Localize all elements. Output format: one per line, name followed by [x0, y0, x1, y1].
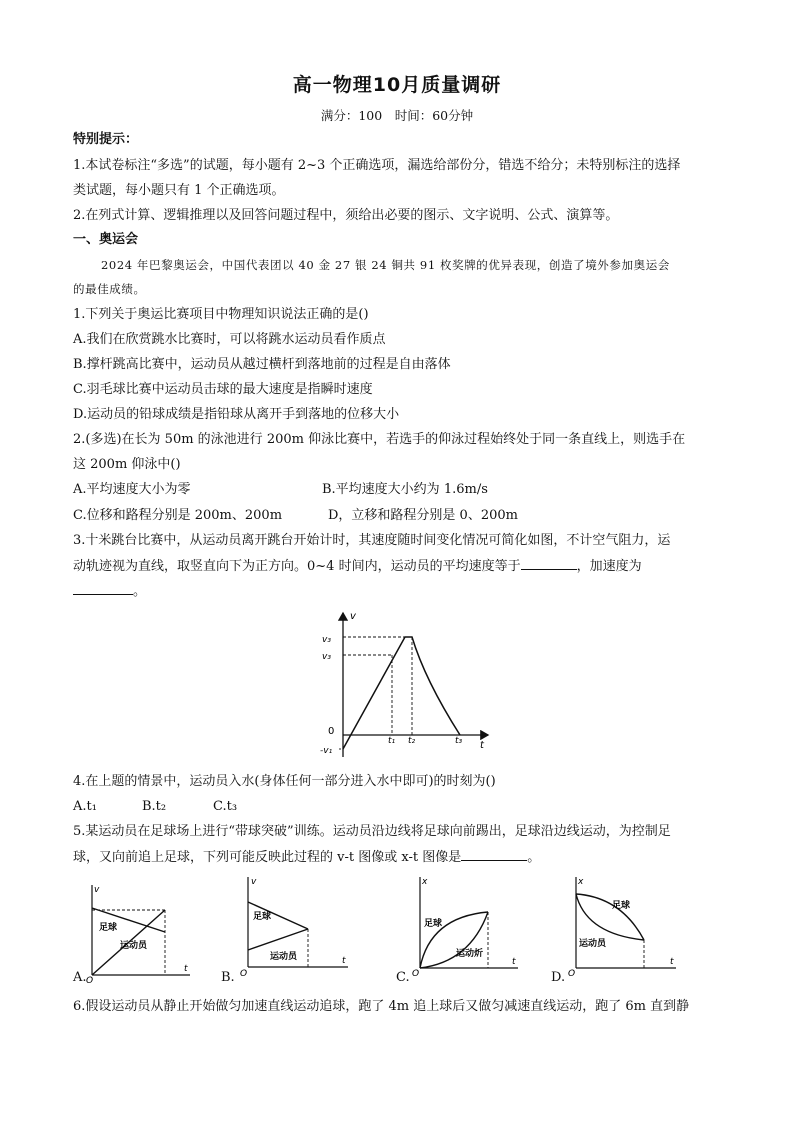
ball-label: 足球 — [424, 919, 443, 929]
q1-option-c: C.羽毛球比赛中运动员击球的最大速度是指瞬时速度 — [73, 382, 373, 397]
v-axis-label: v — [94, 885, 100, 895]
origin-label: O — [240, 969, 248, 979]
page-title: 高一物理10月质量调研 — [292, 74, 502, 96]
q3-stem-2-text-b: ，加速度为 — [576, 559, 642, 574]
x-axis-label: x — [422, 877, 428, 887]
v3-label: v₃ — [322, 635, 331, 645]
q4-option-b: B.t₂ — [142, 799, 167, 814]
q3-stem-1: 3.十米跳台比赛中，从运动员离开跳台开始计时，其速度随时间变化情况可简化如图，不计空气阻力，运 — [73, 533, 671, 548]
t-axis-label: t — [670, 957, 674, 967]
q4-option-c: C.t₃ — [213, 799, 238, 814]
q6-stem-1: 6.假设运动员从静止开始做匀加速直线运动追球，跑了 4m 追上球后又做匀减速直线运动，跑了 6m 直到静 — [73, 999, 690, 1014]
t1-label: t₁ — [388, 736, 396, 746]
q3-stem-2 — [73, 557, 723, 576]
v2-label: v₃ — [322, 652, 331, 662]
t-axis-label: t — [512, 957, 516, 967]
q4-stem: 4.在上题的情景中，运动员入水(身体任何一部分进入水中即可)的时刻为() — [73, 774, 496, 789]
t-axis-label: t — [184, 964, 188, 974]
q3-vt-graph — [300, 605, 500, 763]
q2-option-b: B.平均速度大小约为 1.6m/s — [322, 482, 488, 497]
x-axis-label: x — [578, 877, 584, 887]
q5-graph-a-option: A. — [73, 970, 87, 985]
athlete-line — [248, 929, 308, 950]
athlete-label: 运动炘 — [456, 949, 484, 959]
q5-stem-2 — [73, 848, 723, 867]
q5-answer-blank[interactable] — [461, 848, 527, 861]
q5-graph-a — [80, 880, 195, 985]
ball-label: 足球 — [253, 912, 272, 922]
neg-v1-label: -v₁ — [320, 746, 333, 756]
q2-option-d: D，立移和路程分别是 0、200m — [328, 508, 518, 523]
q2-option-c: C.位移和路程分别是 200m、200m — [73, 508, 283, 523]
notice-item-1b: 类试题，每小题只有 1 个正确选项。 — [73, 183, 285, 198]
q2-stem-1: 2.(多选)在长为 50m 的泳池进行 200m 仰泳比赛中，若选手的仰泳过程始终处于同一条直线上，则选手在 — [73, 432, 686, 447]
section-intro-1: 2024 年巴黎奥运会，中国代表团以 40 金 27 银 24 铜共 91 枚奖牌的优异表现，创造了境外参加奥运会 — [101, 258, 670, 272]
v-axis-label: v — [350, 611, 356, 622]
q2-stem-2: 这 200m 仰泳中() — [73, 457, 181, 472]
q3-answer-blank-2[interactable] — [73, 582, 133, 595]
q1-option-d: D.运动员的铅球成绩是指铅球从离开手到落地的位移大小 — [73, 407, 400, 422]
notice-item-1a: 1.本试卷标注“多选”的试题，每小题有 2~3 个正确选项，漏选给部份分，错选不给分；未特别标注的选择 — [73, 158, 681, 173]
q1-option-b: B.撑杆跳高比赛中，运动员从越过横杆到落地前的过程是自由落体 — [73, 357, 451, 372]
origin-label: O — [412, 969, 420, 979]
ball-label: 足球 — [612, 901, 631, 911]
section-heading: 一、奥运会 — [73, 232, 139, 247]
q4-option-a: A.t₁ — [73, 799, 97, 814]
notice-item-2: 2.在列式计算、逻辑推理以及回答问题过程中，须给出必要的图示、文字说明、公式、演算等。 — [73, 208, 619, 223]
notice-heading: 特别提示： — [73, 132, 139, 147]
ball-label: 足球 — [99, 923, 118, 933]
q5-graph-d — [566, 872, 684, 980]
section-intro-2: 的最佳成绩。 — [73, 282, 146, 296]
q5-stem-2-text-b: 。 — [527, 850, 541, 865]
athlete-label: 运动员 — [120, 941, 148, 951]
q5-graph-b — [236, 872, 354, 980]
q5-graph-d-option: D. — [551, 970, 566, 985]
q5-graph-c-option: C. — [396, 970, 410, 985]
q2-option-a: A.平均速度大小为零 — [73, 482, 191, 497]
q5-graph-c — [410, 872, 525, 980]
athlete-curve — [576, 894, 644, 940]
t-axis-label: t — [342, 956, 346, 966]
q5-stem-2-text: 球，又向前追上足球，下列可能反映此过程的 v-t 图像或 x-t 图像是 — [73, 850, 462, 865]
origin-label: O — [86, 976, 94, 985]
q5-stem-1: 5.某运动员在足球场上进行“带球突破”训练。运动员沿边线将足球向前踢出，足球沿边线运动，为控制足 — [73, 824, 671, 839]
athlete-label: 运动员 — [579, 939, 607, 949]
q1-option-a: A.我们在欣赏跳水比赛时，可以将跳水运动员看作质点 — [73, 332, 386, 347]
t2-label: t₂ — [408, 736, 416, 746]
q3-stem-2-text: 动轨迹视为直线，取竖直向下为正方向。0~4 时间内，运动员的平均速度等于 — [73, 559, 521, 574]
origin-label: 0 — [328, 726, 335, 737]
origin-label: O — [568, 969, 576, 979]
velocity-curve — [343, 637, 460, 749]
v-axis-label: v — [251, 877, 257, 887]
t3-label: t₃ — [455, 736, 463, 746]
t-axis-label: t — [480, 740, 484, 751]
q5-graph-b-option: B. — [221, 970, 235, 985]
q1-stem: 1.下列关于奥运比赛项目中物理知识说法正确的是() — [73, 307, 369, 322]
athlete-label: 运动员 — [270, 952, 298, 962]
q3-stem-3-text: 。 — [133, 584, 147, 599]
ball-curve — [576, 894, 644, 940]
q3-answer-blank-1[interactable] — [521, 557, 577, 570]
q3-stem-3 — [73, 582, 723, 601]
exam-info: 满分：100 时间：60分钟 — [320, 108, 474, 123]
